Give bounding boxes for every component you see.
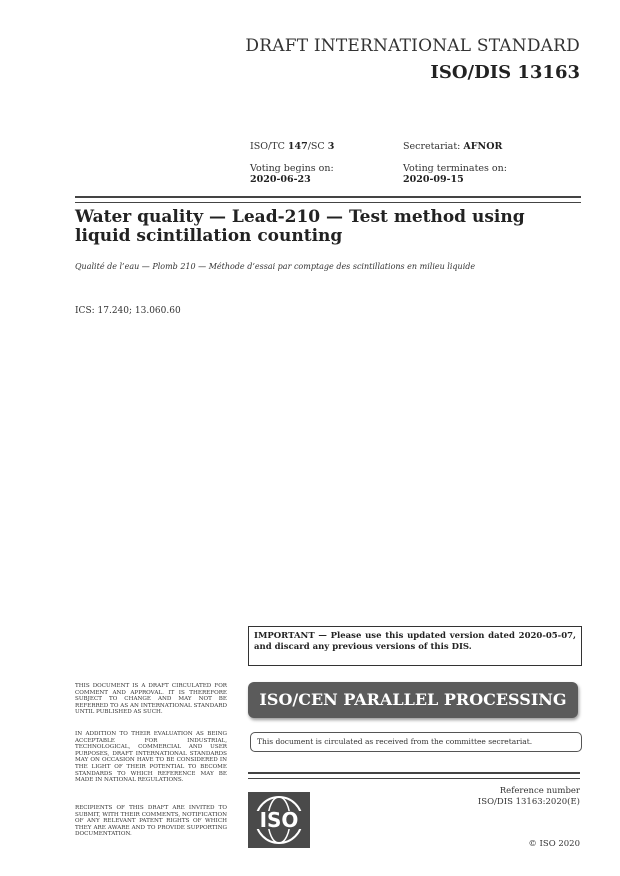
secretariat — [403, 141, 502, 152]
iso-logo — [248, 792, 310, 848]
voting-terminates-date: 2020-09-15 — [403, 174, 464, 185]
disclaimer-draft: THIS DOCUMENT IS A DRAFT CIRCULATED FOR COMMENT AND APPROVAL. IT IS THEREFORE SUBJECT TO CHANGE AND MAY NOT BE REFERRED TO AS AN INTERNATIONAL STANDARD UNTIL PUBLISHED AS SUCH. — [75, 683, 227, 716]
reference-number: ISO/DIS 13163:2020(E) — [477, 797, 580, 807]
sc-number: 3 — [327, 141, 335, 152]
voting-terminates-label: Voting terminates on: — [403, 163, 507, 174]
parallel-processing-banner: ISO/CEN PARALLEL PROCESSING — [248, 682, 578, 718]
disclaimer-evaluation: IN ADDITION TO THEIR EVALUATION AS BEING ACCEPTABLE FOR INDUSTRIAL, TECHNOLOGICAL, COMMERCIAL AND USER PURPOSES, DRAFT INTERNATIONAL STANDARDS MAY ON OCCASION HAVE TO BE CONSIDERED IN THE LIGHT OF THEIR POTENTIAL TO BECOME STANDARDS TO WHICH REFERENCE MAY BE MADE IN NATIONAL REGULATIONS. — [75, 731, 227, 784]
voting-begins-date: 2020-06-23 — [250, 174, 311, 185]
copyright: © ISO 2020 — [528, 839, 580, 849]
voting-terminates — [403, 163, 507, 185]
important-notice: IMPORTANT — Please use this updated version dated 2020-05-07, and discard any previous versions of this DIS. — [248, 626, 582, 666]
iso-logo-text: ISO — [259, 808, 299, 832]
voting-begins-label: Voting begins on: — [250, 163, 334, 174]
french-title: Qualité de l’eau — Plomb 210 — Méthode d’essai par comptage des scintillations en milieu liquide — [75, 262, 476, 271]
reference-block — [478, 786, 580, 808]
sc-prefix: /SC — [307, 141, 328, 152]
committee-prefix: ISO/TC — [250, 141, 288, 152]
iso-logo-icon — [248, 792, 310, 848]
secretariat-value: AFNOR — [463, 141, 503, 152]
disclaimer-patents: RECIPIENTS OF THIS DRAFT ARE INVITED TO SUBMIT, WITH THEIR COMMENTS, NOTIFICATION OF ANY RELEVANT PATENT RIGHTS OF WHICH THEY ARE AWARE AND TO PROVIDE SUPPORTING DOCUMENTATION. — [75, 805, 227, 838]
voting-begins — [250, 163, 334, 185]
circulation-note: This document is circulated as received from the committee secretariat. — [250, 732, 582, 752]
ics-codes: ICS: 17.240; 13.060.60 — [75, 306, 181, 316]
tc-number: 147 — [287, 141, 308, 152]
document-number: ISO/DIS 13163 — [430, 62, 580, 83]
secretariat-label: Secretariat: — [403, 141, 464, 152]
reference-label: Reference number — [499, 786, 580, 796]
document-status: DRAFT INTERNATIONAL STANDARD — [245, 36, 580, 56]
header-divider — [75, 196, 581, 203]
committee-reference — [250, 141, 334, 152]
document-title: Water quality — Lead-210 — Test method using liquid scintillation counting — [75, 207, 525, 246]
footer-divider — [248, 772, 580, 779]
